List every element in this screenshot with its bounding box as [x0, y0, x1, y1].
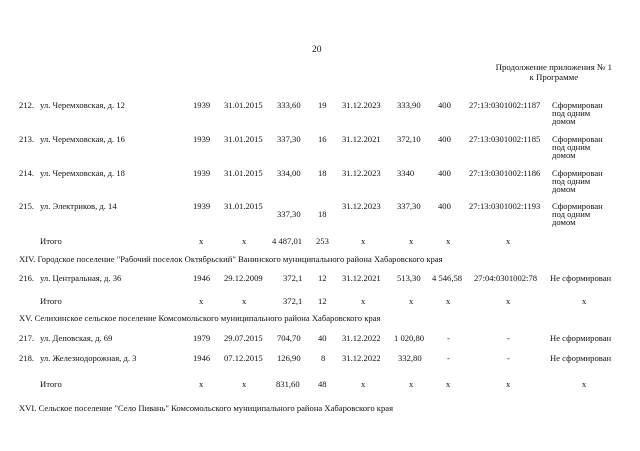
- row-count: 19: [318, 100, 327, 110]
- row-number: 217.: [19, 333, 35, 343]
- row-status: Не сформирован: [550, 333, 612, 343]
- row-date-planned: 31.12.2023: [342, 201, 381, 211]
- total-label: Итого: [40, 296, 62, 306]
- total-cadastral: x: [506, 236, 511, 246]
- row-date-planned: 31.12.2021: [342, 273, 381, 283]
- row-date-recognized: 31.01.2015: [224, 134, 263, 144]
- total-count: 48: [318, 379, 327, 389]
- row-year: 1939: [193, 134, 211, 144]
- row-number: 214.: [19, 168, 35, 178]
- total-v1: x: [409, 236, 414, 246]
- row-value-2: 400: [438, 168, 451, 178]
- row-status: Сформирован под одним домом: [552, 134, 603, 161]
- section-heading-xv: XV. Селихинское сельское поселение Комсомольского муниципального района Хабаровского края: [19, 313, 381, 323]
- row-address: ул. Черемховская, д. 12: [40, 100, 125, 110]
- appendix-note-line2: к Программе: [529, 71, 579, 82]
- row-count: 16: [318, 134, 327, 144]
- total-date1: x: [242, 236, 247, 246]
- total-v2: x: [446, 296, 451, 306]
- row-address: ул. Черемховская, д. 16: [40, 134, 125, 144]
- row-date-planned: 31.12.2022: [342, 353, 381, 363]
- row-date-planned: 31.12.2023: [342, 168, 381, 178]
- row-area: 372,1: [283, 273, 303, 283]
- row-date-recognized: 31.01.2015: [224, 100, 263, 110]
- row-area: 333,60: [277, 100, 301, 110]
- total-date1: x: [242, 379, 247, 389]
- total-status: x: [582, 296, 587, 306]
- row-count: 8: [321, 353, 326, 363]
- total-v2: x: [446, 236, 451, 246]
- row-value-2: 400: [438, 134, 451, 144]
- total-date2: x: [361, 236, 366, 246]
- total-v1: x: [409, 379, 414, 389]
- row-address: ул. Электриков, д. 14: [40, 201, 117, 211]
- total-cadastral: x: [506, 296, 511, 306]
- row-value-2: -: [447, 353, 450, 363]
- row-count: 18: [318, 168, 327, 178]
- row-date-recognized: 31.01.2015: [224, 168, 263, 178]
- row-cadastral: 27:13:0301002:1185: [469, 134, 541, 144]
- row-count: 40: [318, 333, 327, 343]
- row-status: Сформирован под одним домом: [552, 100, 603, 127]
- row-cadastral: -: [507, 333, 510, 343]
- row-value-2: 4 546,58: [432, 273, 463, 283]
- row-address: ул. Черемховская, д. 18: [40, 168, 125, 178]
- row-value-1: 1 020,80: [394, 333, 425, 343]
- row-count: 18: [318, 209, 327, 219]
- row-number: 216.: [19, 273, 35, 283]
- row-status: Не сформирован: [550, 353, 612, 363]
- total-area: 4 487,01: [272, 236, 303, 246]
- appendix-note: [496, 63, 612, 82]
- total-date2: x: [361, 379, 366, 389]
- row-year: 1939: [193, 168, 211, 178]
- row-address: ул. Железнодорожная, д. 3: [40, 353, 137, 363]
- row-address: ул. Центральная, д. 36: [40, 273, 122, 283]
- row-year: 1939: [193, 100, 211, 110]
- row-status: Сформирован под одним домом: [552, 201, 603, 228]
- total-label: Итого: [40, 236, 62, 246]
- row-value-1: 337,30: [397, 201, 421, 211]
- row-cadastral: 27:13:0301002:1187: [469, 100, 541, 110]
- row-number: 215.: [19, 201, 35, 211]
- row-area: 126,90: [277, 353, 301, 363]
- row-date-recognized: 29.12.2009: [224, 273, 263, 283]
- row-cadastral: -: [507, 353, 510, 363]
- row-value-2: 400: [438, 201, 451, 211]
- total-date2: x: [361, 296, 366, 306]
- row-value-2: 400: [438, 100, 451, 110]
- row-number: 213.: [19, 134, 35, 144]
- total-cadastral: x: [506, 379, 511, 389]
- row-number: 218.: [19, 353, 35, 363]
- row-area: 334,00: [277, 168, 301, 178]
- row-value-1: 372,10: [397, 134, 421, 144]
- appendix-note-line1: Продолжение приложения № 1: [495, 62, 612, 72]
- row-cadastral: 27:04:0301002:78: [474, 273, 538, 283]
- row-year: 1939: [193, 201, 211, 211]
- row-value-1: 332,80: [398, 353, 422, 363]
- row-date-planned: 31.12.2022: [342, 333, 381, 343]
- row-value-1: 513,30: [397, 273, 421, 283]
- row-cadastral: 27:13:0301002:1193: [469, 201, 541, 211]
- total-v2: x: [446, 379, 451, 389]
- row-date-planned: 31.12.2023: [342, 100, 381, 110]
- row-date-recognized: 31.01.2015: [224, 201, 263, 211]
- total-count: 12: [318, 296, 327, 306]
- section-heading-xiv: XIV. Городское поселение "Рабочий поселок Октябрьский" Ванинского муниципального района Хабаровского края: [19, 254, 443, 264]
- row-year: 1946: [193, 273, 211, 283]
- row-area: 337,30: [277, 209, 301, 219]
- row-value-1: 333,90: [397, 100, 421, 110]
- row-area: 704,70: [277, 333, 301, 343]
- row-count: 12: [318, 273, 327, 283]
- row-value-1: 3340: [397, 168, 415, 178]
- row-number: 212.: [19, 100, 35, 110]
- row-status: Сформирован под одним домом: [552, 168, 603, 195]
- row-cadastral: 27:13:0301002:1186: [469, 168, 541, 178]
- section-heading-xvi: XVI. Сельское поселение "Село Пивань" Комсомольского муниципального района Хабаровского края: [19, 403, 394, 413]
- row-date-recognized: 29.07.2015: [224, 333, 263, 343]
- total-area: 831,60: [276, 379, 300, 389]
- row-status: Не сформирован: [550, 273, 612, 283]
- row-date-planned: 31.12.2021: [342, 134, 381, 144]
- page-number: 20: [312, 45, 322, 55]
- row-year: 1979: [193, 333, 211, 343]
- row-year: 1946: [193, 353, 211, 363]
- row-area: 337,30: [277, 134, 301, 144]
- total-year: x: [199, 296, 204, 306]
- total-v1: x: [409, 296, 414, 306]
- row-address: ул. Деповская, д. 69: [40, 333, 113, 343]
- total-status: x: [582, 379, 587, 389]
- total-date1: x: [242, 296, 247, 306]
- row-date-recognized: 07.12.2015: [224, 353, 263, 363]
- row-value-2: -: [447, 333, 450, 343]
- total-area: 372,1: [283, 296, 303, 306]
- total-count: 253: [316, 236, 329, 246]
- total-label: Итого: [40, 379, 62, 389]
- table-row-total: [0, 380, 640, 420]
- total-year: x: [199, 236, 204, 246]
- total-year: x: [199, 379, 204, 389]
